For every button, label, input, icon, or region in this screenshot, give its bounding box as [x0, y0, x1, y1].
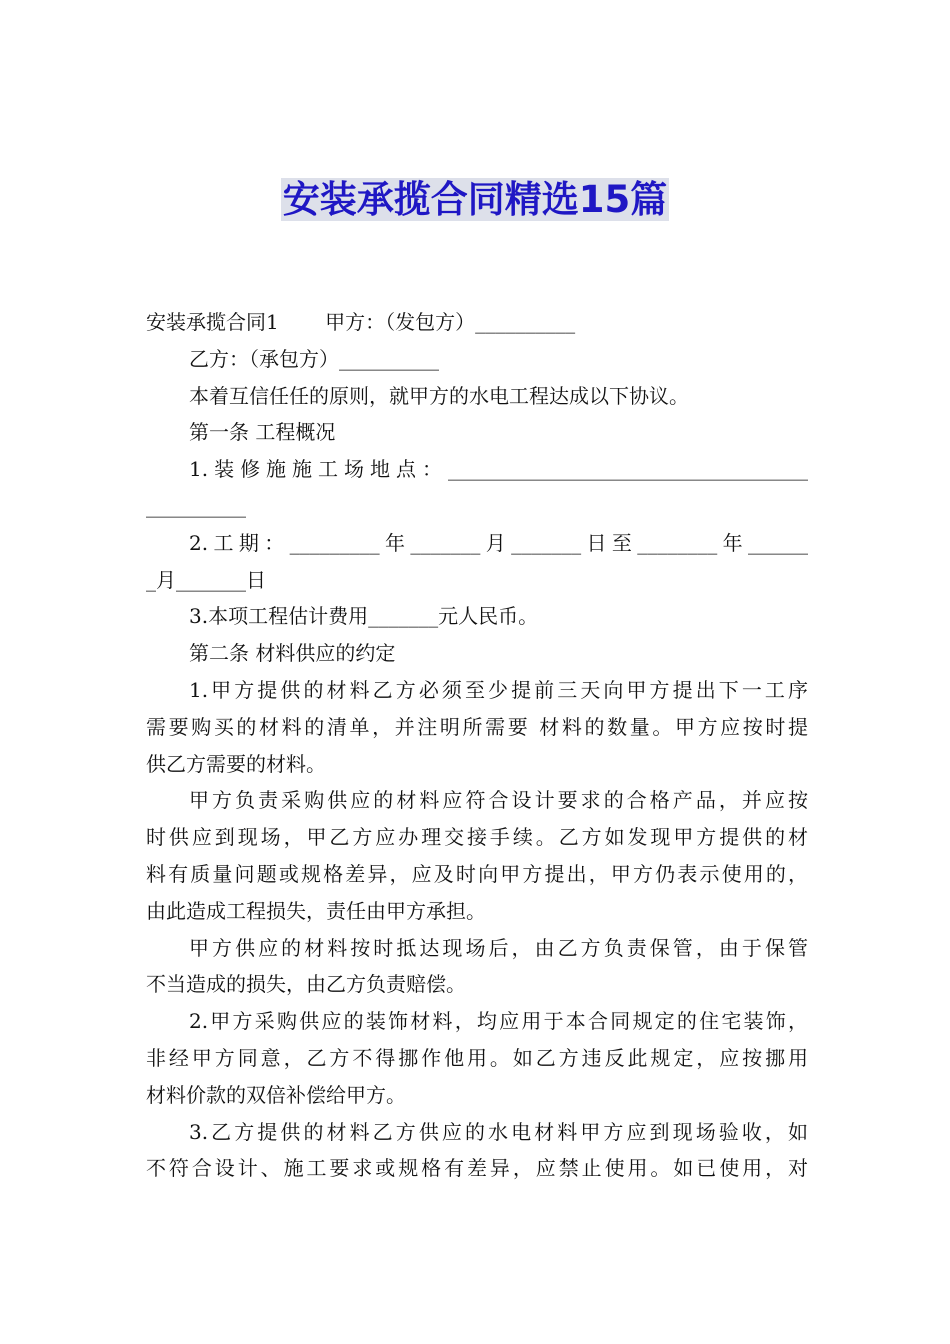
- document-title: [0, 176, 950, 224]
- body-line: 料有质量问题或规格差异，应及时向甲方提出，甲方仍表示使用的，: [146, 861, 808, 886]
- body-line: 1.甲方提供的材料乙方必须至少提前三天向甲方提出下一工序: [189, 677, 808, 702]
- body-line: 甲方负责采购供应的材料应符合设计要求的合格产品，并应按: [189, 788, 808, 813]
- body-line: 需要购买的材料的清单，并注明所需要 材料的数量。甲方应按时提: [146, 714, 808, 739]
- body-line: 1.装修施施工场地点：____________________________________: [189, 457, 808, 482]
- document-body: [146, 304, 808, 1187]
- body-line: 由此造成工程损失，责任由甲方承担。: [146, 898, 486, 923]
- document-title-text: 安装承揽合同精选15篇: [282, 178, 668, 221]
- body-line: 不当造成的损失，由乙方负责赔偿。: [146, 972, 466, 997]
- body-line: 本着互信任任的原则，就甲方的水电工程达成以下协议。: [189, 383, 689, 408]
- body-line: 材料价款的双倍补偿给甲方。: [146, 1082, 406, 1107]
- body-line: _月_______日: [146, 567, 266, 592]
- body-line: 安装承揽合同1 甲方：（发包方）__________: [146, 310, 576, 334]
- body-line: 2.甲方采购供应的装饰材料，均应用于本合同规定的住宅装饰，: [189, 1009, 808, 1034]
- body-line: 时供应到现场，甲乙方应办理交接手续。乙方如发现甲方提供的材: [146, 825, 808, 850]
- body-line: 2.工期：_________年_______月_______日至________年______: [189, 530, 808, 555]
- body-line: 甲方供应的材料按时抵达现场后，由乙方负责保管，由于保管: [189, 935, 808, 960]
- body-line: 非经甲方同意，乙方不得挪作他用。如乙方违反此规定，应按挪用: [146, 1045, 808, 1070]
- body-line: 供乙方需要的材料。: [146, 751, 326, 776]
- body-line: 3.乙方提供的材料乙方供应的水电材料甲方应到现场验收，如: [189, 1119, 808, 1144]
- body-line: 第二条 材料供应的约定: [189, 641, 396, 666]
- body-line: 3.本项工程估计费用_______元人民币。: [189, 604, 539, 629]
- body-line: __________: [146, 493, 246, 518]
- body-line: 第一条 工程概况: [189, 420, 336, 445]
- body-line: 不符合设计、施工要求或规格有差异，应禁止使用。如已使用，对: [146, 1156, 808, 1181]
- body-line: 乙方：（承包方）__________: [189, 346, 439, 371]
